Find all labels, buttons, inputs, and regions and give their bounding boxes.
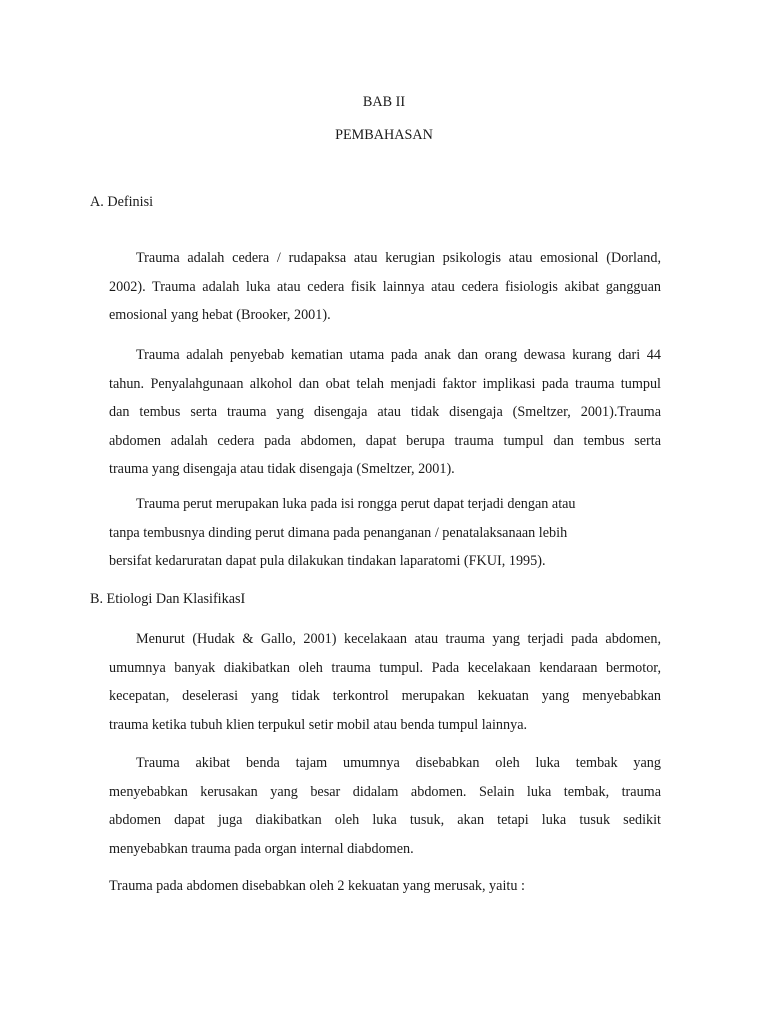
paragraph-line: Trauma akibat benda tajam umumnya disebabkan oleh luka tembak yang — [136, 755, 661, 771]
paragraph-line: umumnya banyak diakibatkan oleh trauma tumpul. Pada kecelakaan kendaraan bermotor, — [109, 659, 661, 676]
paragraph-line: abdomen dapat juga diakibatkan oleh luka tusuk, akan tetapi luka tusuk sedikit — [109, 812, 661, 828]
section-a-paragraph-3 — [109, 490, 629, 576]
section-b-paragraph-2 — [109, 749, 661, 863]
paragraph-line: Menurut (Hudak & Gallo, 2001) kecelakaan atau trauma yang terjadi pada abdomen, — [136, 631, 661, 647]
paragraph-line: emosional yang hebat (Brooker, 2001). — [109, 307, 331, 323]
paragraph-line: dan tembus serta trauma yang disengaja atau tidak disengaja (Smeltzer, 2001).Trauma — [109, 404, 661, 420]
section-a-heading: A. Definisi — [90, 194, 154, 210]
paragraph-line: bersifat kedaruratan dapat pula dilakukan tindakan laparatomi (FKUI, 1995). — [109, 553, 546, 569]
section-b-heading: B. Etiologi Dan KlasifikasI — [90, 591, 246, 607]
section-a-paragraph-2 — [109, 341, 661, 484]
section-b-paragraph-3: Trauma pada abdomen disebabkan oleh 2 kekuatan yang merusak, yaitu : — [109, 878, 525, 894]
chapter-number: BAB II — [362, 94, 406, 110]
paragraph-line: 2002). Trauma adalah luka atau cedera fisik lainnya atau cedera fisiologis akibat gangguan — [109, 278, 661, 295]
paragraph-line: tanpa tembusnya dinding perut dimana pada penanganan / penatalaksanaan lebih — [109, 524, 568, 541]
paragraph-line: Trauma adalah penyebab kematian utama pada anak dan orang dewasa kurang dari 44 — [136, 347, 661, 363]
paragraph-line: menyebabkan trauma pada organ internal diabdomen. — [109, 840, 414, 857]
paragraph-line: menyebabkan kerusakan yang besar didalam abdomen. Selain luka tembak, trauma — [109, 783, 661, 800]
paragraph-line: tahun. Penyalahgunaan alkohol dan obat telah menjadi faktor implikasi pada trauma tumpul — [109, 375, 661, 392]
paragraph-line: Trauma perut merupakan luka pada isi rongga perut dapat terjadi dengan atau — [136, 496, 576, 512]
paragraph-line: trauma yang disengaja atau tidak disengaja (Smeltzer, 2001). — [109, 461, 455, 477]
chapter-title: PEMBAHASAN — [335, 127, 433, 143]
paragraph-line: trauma ketika tubuh klien terpukul setir mobil atau benda tumpul lainnya. — [109, 716, 528, 733]
section-b-paragraph-1 — [109, 625, 661, 739]
paragraph-line: abdomen adalah cedera pada abdomen, dapat berupa trauma tumpul dan tembus serta — [109, 432, 661, 449]
paragraph-line: kecepatan, deselerasi yang tidak terkontrol merupakan kekuatan yang menyebabkan — [109, 688, 661, 704]
section-a-paragraph-1 — [109, 244, 661, 330]
paragraph-line: Trauma adalah cedera / rudapaksa atau kerugian psikologis atau emosional (Dorland, — [136, 250, 661, 266]
